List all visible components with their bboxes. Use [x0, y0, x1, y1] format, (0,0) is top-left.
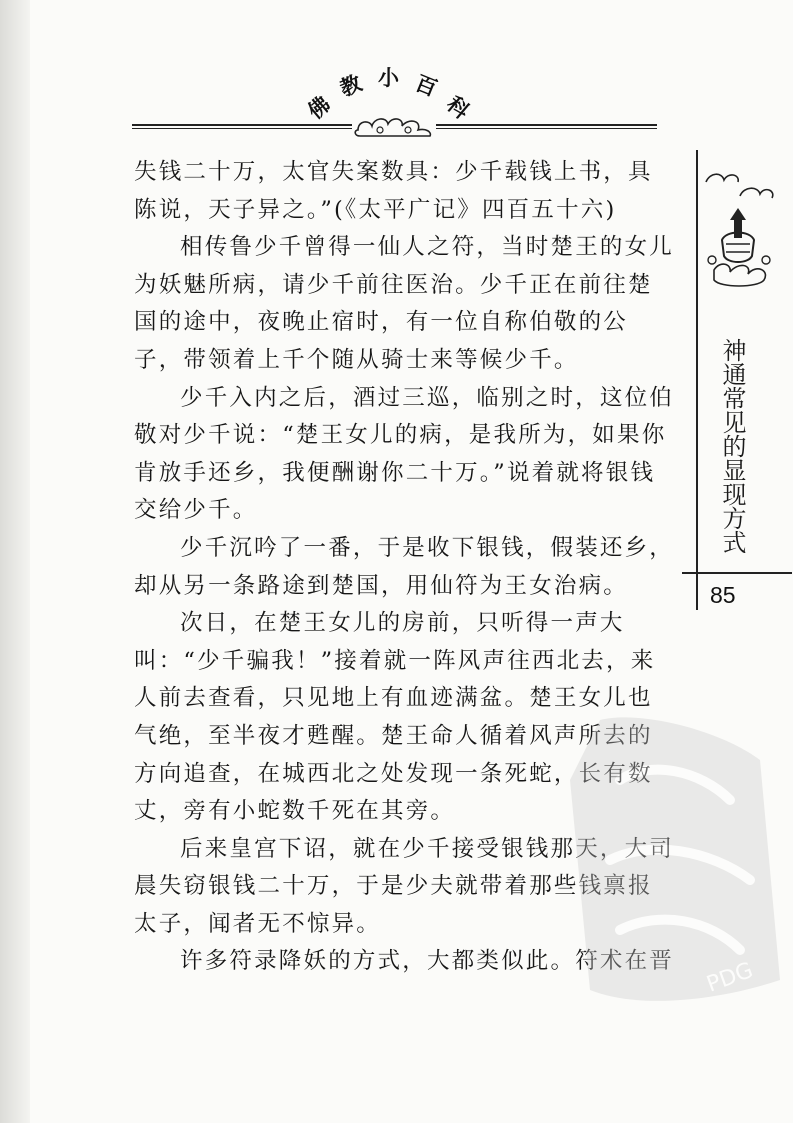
paragraph: 相传鲁少千曾得一仙人之符，当时楚王的女儿为妖魅所病，请少千前往医治。少千正在前往楚国的途中，夜晚止宿时，有一位自称伯敬的公子，带领着上千个随从骑士来等候少千。 [134, 234, 675, 373]
sidebar-page-rule [682, 572, 792, 574]
series-title-char: 小 [378, 65, 399, 90]
paragraph: 少千入内之后，酒过三巡，临别之时，这位伯敬对少千说：“楚王女儿的病，是我所为，如果你肯放手还乡，我便酬谢你二十万。”说着就将银钱交给少千。 [134, 384, 675, 524]
cloud-ornament-icon [352, 112, 436, 140]
running-header [120, 62, 660, 142]
watermark-seal-icon [560, 700, 790, 1020]
section-title-vertical: 神通常见的显现方式 [718, 338, 746, 554]
sidebar-rule [696, 150, 698, 610]
paragraph: 少千沉吟了一番，于是收下银钱，假装还乡，却从另一条路途到楚国，用仙符为王女治病。 [134, 534, 675, 599]
page-number: 85 [710, 582, 736, 608]
watermark-label: PDG [703, 957, 757, 998]
paragraph: 后来皇宫下诏，就在少千接受银钱那天，大司晨失窃银钱二十万，于是少夫就带着那些钱禀报太子，闻者无不惊异。 [134, 835, 675, 937]
series-title-char: 佛 [302, 91, 335, 124]
series-title-char: 教 [336, 69, 366, 101]
paragraph: 许多符录降妖的方式，大都类似此。符术在晋 [180, 948, 675, 975]
series-title-char: 科 [442, 91, 475, 124]
page-edge-shadow [0, 0, 30, 1123]
paragraph: 失钱二十万，太官失案数具：少千载钱上书，具陈说，天子异之。”(《太平广记》四百五十六) [134, 159, 653, 223]
vajra-emblem-icon [700, 160, 780, 310]
sidebar-section-marker [682, 150, 792, 630]
series-title-char: 百 [411, 69, 441, 101]
paragraph: 次日，在楚王女儿的房前，只听得一声大叫：“少千骗我！”接着就一阵风声往西北去，来人前去查看，只见地上有血迹满盆。楚王女儿也气绝，至半夜才甦醒。楚王命人循着风声所去的方向追查，在城西北之处发现一条死蛇，长有数丈，旁有小蛇数千死在其旁。 [134, 610, 656, 825]
